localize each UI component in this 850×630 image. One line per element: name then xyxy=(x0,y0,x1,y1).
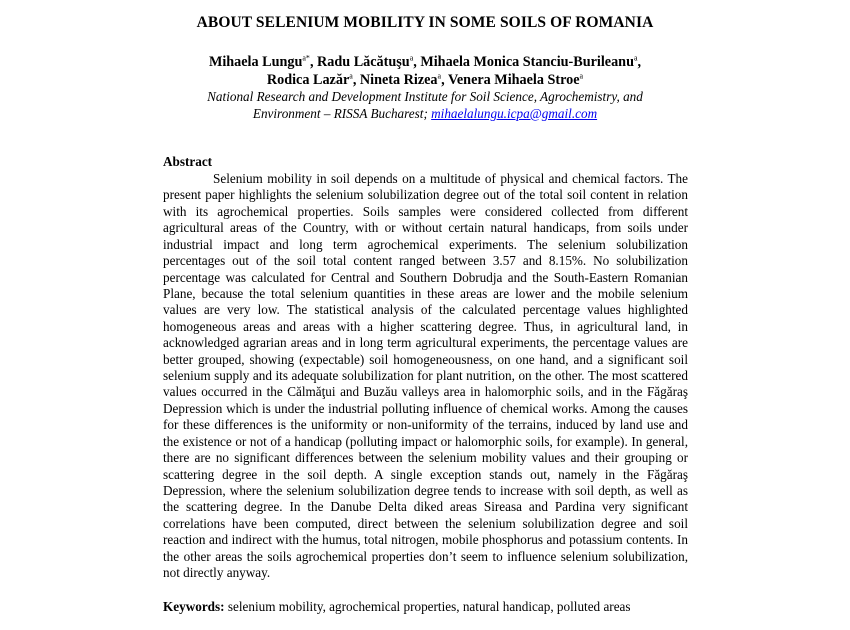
author-affiliation-mark: a xyxy=(633,53,638,63)
abstract-text: Selenium mobility in soil depends on a multitude of physical and chemical factors. The present paper highlights the selenium solubilization degree out of the total soil content in relation with its agrochemical properties. Soils samples were considered collected from different agricultural areas of the Country, with or without certain natural handicaps, from soils under industrial impact and long term agrochemical experiments. The selenium solubilization percentages out of the soil total content ranged between 3.57 and 8.15%. No solubilization percentage was calculated for Central and Southern Dobrudja and the South-Eastern Romanian Plane, because the total selenium quantities in these areas are lower and the mobile selenium values are very low. The statistical analysis of the calculated percentage values highlighted homogeneous areas and areas with a higher scattering degree. Thus, in agricultural land, in acknowledged agrarian areas and in long term agricultural experiments, the percentage values are better grouped, showing (expectable) soil homogeneousness, on one hand, and a significant soil selenium supply and its adequate solubilization for plant nutrition, on the other. The most scattered values occurred in the Călmăţui and Buzău valleys area in halomorphic soils, and in the Făgăraş Depression which is under the industrial polluting influence of chemical works. Among the causes for these differences is the uniformity or non-uniformity of the terrains, induced by land use and the existence or not of a handicap (polluting impact or halomorphic soils, for example). In general, there are no significant differences between the selenium mobility values and their grouping or scattering degree in the soil depth. A single exception stands out, namely in the Făgăraş Depression, where the selenium solubilization degree tends to increase with soil depth, as well as the scattering degree. In the Danube Delta diked areas Sireasa and Pardina very significant correlations have been computed, direct between the selenium solubilization degree and soil reaction and indirect with the humus, total nitrogen, mobile phosphorus and potassium contents. In the other areas the soils agrochemical properties don’t seem to influence selenium solubilization, not directly anyway. xyxy=(163,171,688,581)
author-affiliation-mark: a xyxy=(579,71,584,81)
keywords-label: Keywords: xyxy=(163,599,225,614)
author-separator: , xyxy=(441,72,448,88)
affiliation-line-2 xyxy=(0,106,850,123)
author-separator: , xyxy=(637,54,642,70)
author-list xyxy=(0,53,850,89)
author-name: Radu Lăcătuşu xyxy=(317,54,410,70)
affiliation-line-1: National Research and Development Institute for Soil Science, Agrochemistry, and xyxy=(207,89,643,104)
author-name: Venera Mihaela Stroe xyxy=(447,72,580,88)
abstract-heading: Abstract xyxy=(163,154,213,169)
author-line-1 xyxy=(0,53,850,71)
author-affiliation-mark: a* xyxy=(302,53,310,63)
keywords-text: selenium mobility, agrochemical properties, natural handicap, polluted areas xyxy=(224,599,631,614)
email-link[interactable]: mihaelalungu.icpa@gmail.com xyxy=(431,105,598,121)
author-name: Rodica Lazăr xyxy=(266,72,350,88)
author-name: Mihaela Monica Stanciu-Burileanu xyxy=(420,54,634,70)
author-affiliation-mark: a xyxy=(349,71,353,81)
author-separator: , xyxy=(309,54,318,70)
author-name: Nineta Rizea xyxy=(359,72,438,88)
author-affiliation-mark: a xyxy=(437,71,442,81)
author-separator: , xyxy=(413,54,421,70)
affiliation xyxy=(0,89,850,122)
author-separator: , xyxy=(352,72,360,88)
affiliation-institute: Environment – RISSA Bucharest; xyxy=(252,105,432,121)
author-name: Mihaela Lungu xyxy=(208,54,303,70)
author-line-2 xyxy=(0,71,850,89)
paper-title: ABOUT SELENIUM MOBILITY IN SOME SOILS OF ROMANIA xyxy=(196,14,654,31)
keywords xyxy=(163,599,723,615)
author-affiliation-mark: a xyxy=(409,53,414,63)
